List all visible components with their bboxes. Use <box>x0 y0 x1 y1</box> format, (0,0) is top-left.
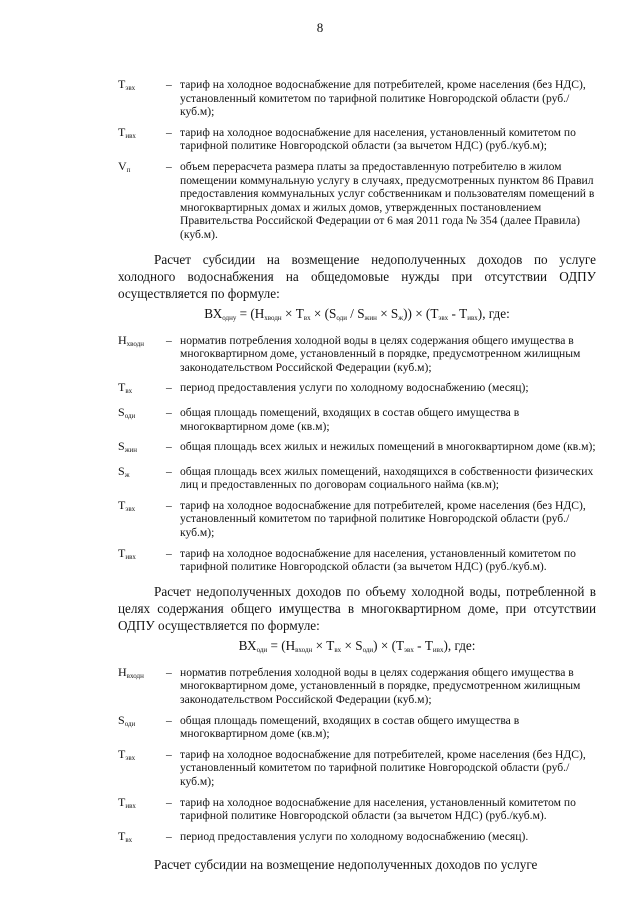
document-body <box>118 78 596 877</box>
definition-item <box>118 78 596 119</box>
definition-text: тариф на холодное водоснабжение для потребителей, кроме населения (без НДС), установленный комитетом по тарифной политике Новгородской области (руб./куб.м); <box>180 78 586 119</box>
definition-text: норматив потребления холодной воды в целях содержания общего имущества в многоквартирном доме, установленный в порядке, предусмотренном жилищным законодательством Российской Федерации (куб.м); <box>180 333 581 374</box>
definition-text: период предоставления услуги по холодному водоснабжению (месяц). <box>180 829 529 843</box>
definition-symbol: $S_{жин}$ <box>118 439 138 455</box>
definition-dash: – <box>166 829 172 843</box>
definition-dash: – <box>166 795 172 809</box>
definition-item <box>118 547 596 574</box>
definition-symbol: $Т_{ивх}$ <box>118 124 136 140</box>
definition-item <box>118 440 596 458</box>
definition-dash: – <box>166 546 172 560</box>
definition-symbol: $S_ж$ <box>118 463 130 479</box>
definition-text: общая площадь всех жилых и нежилых помещений в многоквартирном доме (кв.м); <box>180 440 596 454</box>
definition-text: общая площадь всех жилых помещений, находящихся в собственности физических лиц и предоставленных по договорам социального найма (кв.м); <box>180 464 594 492</box>
definition-item <box>118 499 596 540</box>
page-number: 8 <box>316 20 324 35</box>
definition-symbol: $Т_{эвх}$ <box>118 746 136 762</box>
definition-item <box>118 334 596 375</box>
formula-vh-odn: $ВХ_{одну} = (Н_{хводн} \times Т_{вх} \times (S_{оди} / S_{жин} \times S_ж)) \times (Т_{эвх} - Т_{ивх})$, где: <box>204 305 510 322</box>
definition-dash: – <box>166 333 172 347</box>
definition-symbol: $Т_{ивх}$ <box>118 545 136 561</box>
definition-symbol: $Т_{вх}$ <box>118 380 133 396</box>
definition-symbol: $Т_{вх}$ <box>118 828 133 844</box>
definition-dash: – <box>166 125 172 139</box>
definition-symbol: $V_п$ <box>118 158 131 174</box>
definition-text: тариф на холодное водоснабжение для потребителей, кроме населения (без НДС), установленный комитетом по тарифной политике Новгородской области (руб./куб.м); <box>180 498 586 540</box>
definition-item <box>118 465 596 492</box>
paragraph-subsidy-odn: Расчет субсидии на возмещение недополученных доходов по услуге холодного водоснабжения на общедомовые нужды при отсутствии ОДПУ осуществляется по формуле: <box>118 251 596 301</box>
definition-dash: – <box>166 747 172 761</box>
definition-text: общая площадь помещений, входящих в состав общего имущества в многоквартирном доме (кв.м); <box>180 713 520 741</box>
definition-symbol: $Т_{ивх}$ <box>118 794 136 810</box>
definition-text: тариф на холодное водоснабжение для населения, установленный комитетом по тарифной политике Новгородской области (за вычетом НДС) (руб./куб.м). <box>180 546 576 574</box>
definition-dash: – <box>166 78 172 91</box>
definition-text: тариф на холодное водоснабжение для населения, установленный комитетом по тарифной политике Новгородской области (за вычетом НДС) (руб./куб.м); <box>180 125 576 153</box>
definition-text: общая площадь помещений, входящих в состав общего имущества в многоквартирном доме (кв.м); <box>180 405 520 433</box>
definition-symbol: $S_{оди}$ <box>118 404 136 420</box>
paragraph-subsidy-continued: Расчет субсидии на возмещение недополученных доходов по услуге <box>154 857 538 873</box>
definition-item <box>118 666 596 707</box>
definitions-block-3 <box>118 666 596 848</box>
definition-dash: – <box>166 159 172 173</box>
definitions-block-1 <box>118 78 596 242</box>
definition-symbol: $Т_{эвх}$ <box>118 77 136 92</box>
definition-symbol: $Н_{входн}$ <box>118 664 144 680</box>
definition-item <box>118 796 596 823</box>
definition-item <box>118 160 596 242</box>
definition-text: тариф на холодное водоснабжение для населения, установленный комитетом по тарифной политике Новгородской области (за вычетом НДС) (руб./куб.м). <box>180 795 576 823</box>
definition-item <box>118 381 596 399</box>
definition-item <box>118 714 596 741</box>
definition-item <box>118 406 596 433</box>
definition-text: тариф на холодное водоснабжение для потребителей, кроме населения (без НДС), установленный комитетом по тарифной политике Новгородской области (руб./куб.м); <box>180 747 586 788</box>
definition-symbol: $Т_{эвх}$ <box>118 497 136 513</box>
formula-vh-odi: $ВХ_{оди} = (Н_{входн} \times Т_{вх} \times S_{оди}) \times (Т_{эвх} - Т_{ивх})$, где: <box>238 637 476 654</box>
definition-text: объем перерасчета размера платы за предоставленную потребителю в жилом помещении коммунальную услугу в случаях, предусмотренных пунктом 86 Правил предоставления коммунальных услуг собственникам и пользователям помещений в многоквартирных домах и жилых домов, утвержденных постановлением Правительства Российской Федерации от 6 мая 2011 года № 354 (далее Правила) (куб.м). <box>180 159 595 241</box>
definition-item <box>118 748 596 789</box>
definition-item <box>118 126 596 153</box>
definition-symbol: $S_{оди}$ <box>118 712 136 728</box>
definition-dash: – <box>166 713 172 727</box>
definition-dash: – <box>166 405 172 419</box>
definition-dash: – <box>166 464 172 478</box>
definition-dash: – <box>166 665 172 679</box>
paragraph-lost-income: Расчет недополученных доходов по объему холодной воды, потребленной в целях содержания общего имущества в многоквартирном доме, при отсутствии ОДПУ осуществляется по формуле: <box>118 583 596 633</box>
definition-dash: – <box>166 381 172 395</box>
definition-text: норматив потребления холодной воды в целях содержания общего имущества в многоквартирном доме, установленный в порядке, предусмотренном жилищным законодательством Российской Федерации (куб.м); <box>180 665 581 707</box>
definition-item <box>118 830 596 848</box>
definition-dash: – <box>166 498 172 512</box>
definition-symbol: $Н_{хводн}$ <box>118 332 145 348</box>
definition-text: период предоставления услуги по холодному водоснабжению (месяц); <box>180 381 529 395</box>
definition-dash: – <box>166 440 172 454</box>
definitions-block-2 <box>118 334 596 574</box>
